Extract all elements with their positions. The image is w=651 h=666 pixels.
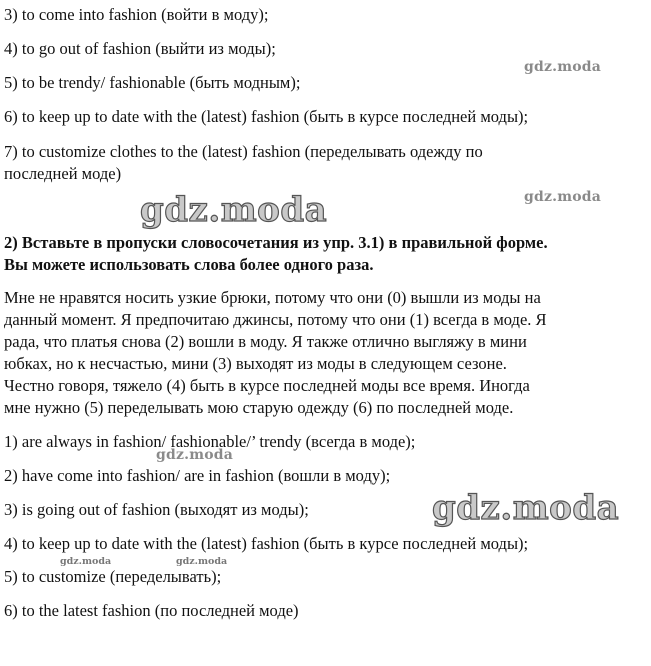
paragraph-line: данный момент. Я предпочитаю джинсы, потому что они (1) всегда в моде. Я [4,310,547,329]
paragraph-line: юбках, но к несчастью, мини (3) выходят из моды в следующем сезоне. [4,354,507,373]
answer-item: 3) is going out of fashion (выходят из моды); [4,500,309,519]
task-heading-line-2: Вы можете использовать слова более одного раза. [4,255,374,274]
answer-item: 6) to the latest fashion (по последней моде) [4,601,299,620]
paragraph-line: Честно говоря, тяжело (4) быть в курсе последней моды все время. Иногда [4,376,530,395]
watermark: gdz.moda [524,59,602,75]
list-item: 6) to keep up to date with the (latest) fashion (быть в курсе последней моды); [4,107,529,126]
watermark: gdz.moda [156,447,234,463]
paragraph-line: мне нужно (5) переделывать мою старую одежду (6) по последней моде. [4,398,514,417]
list-item: 3) to come into fashion (войти в моду); [4,5,269,24]
answer-item: 2) have come into fashion/ are in fashion (вошли в моду); [4,466,391,485]
watermark: gdz.moda [60,556,112,567]
list-item-continuation: последней моде) [4,164,122,183]
paragraph-line: Мне не нравятся носить узкие брюки, потому что они (0) вышли из моды на [4,288,541,307]
watermark: gdz.moda [524,189,602,205]
task-heading-line-1: 2) Вставьте в пропуски словосочетания из упр. 3.1) в правильной форме. [4,233,548,252]
list-item: 4) to go out of fashion (выйти из моды); [4,39,276,58]
watermark-large: gdz.moda [432,488,620,528]
list-item: 7) to customize clothes to the (latest) fashion (переделывать одежду по [4,142,483,161]
watermark-large: gdz.moda [140,190,328,230]
list-item: 5) to be trendy/ fashionable (быть модным); [4,73,301,92]
answer-item: 5) to customize (переделывать); [4,567,222,586]
answer-item: 1) are always in fashion/ fashionable/’ trendy (всегда в моде); [4,432,416,451]
paragraph-line: рада, что платья снова (2) вошли в моду. Я также отлично выгляжу в мини [4,332,527,351]
watermark: gdz.moda [176,556,228,567]
answer-item: 4) to keep up to date with the (latest) fashion (быть в курсе последней моды); [4,534,529,553]
